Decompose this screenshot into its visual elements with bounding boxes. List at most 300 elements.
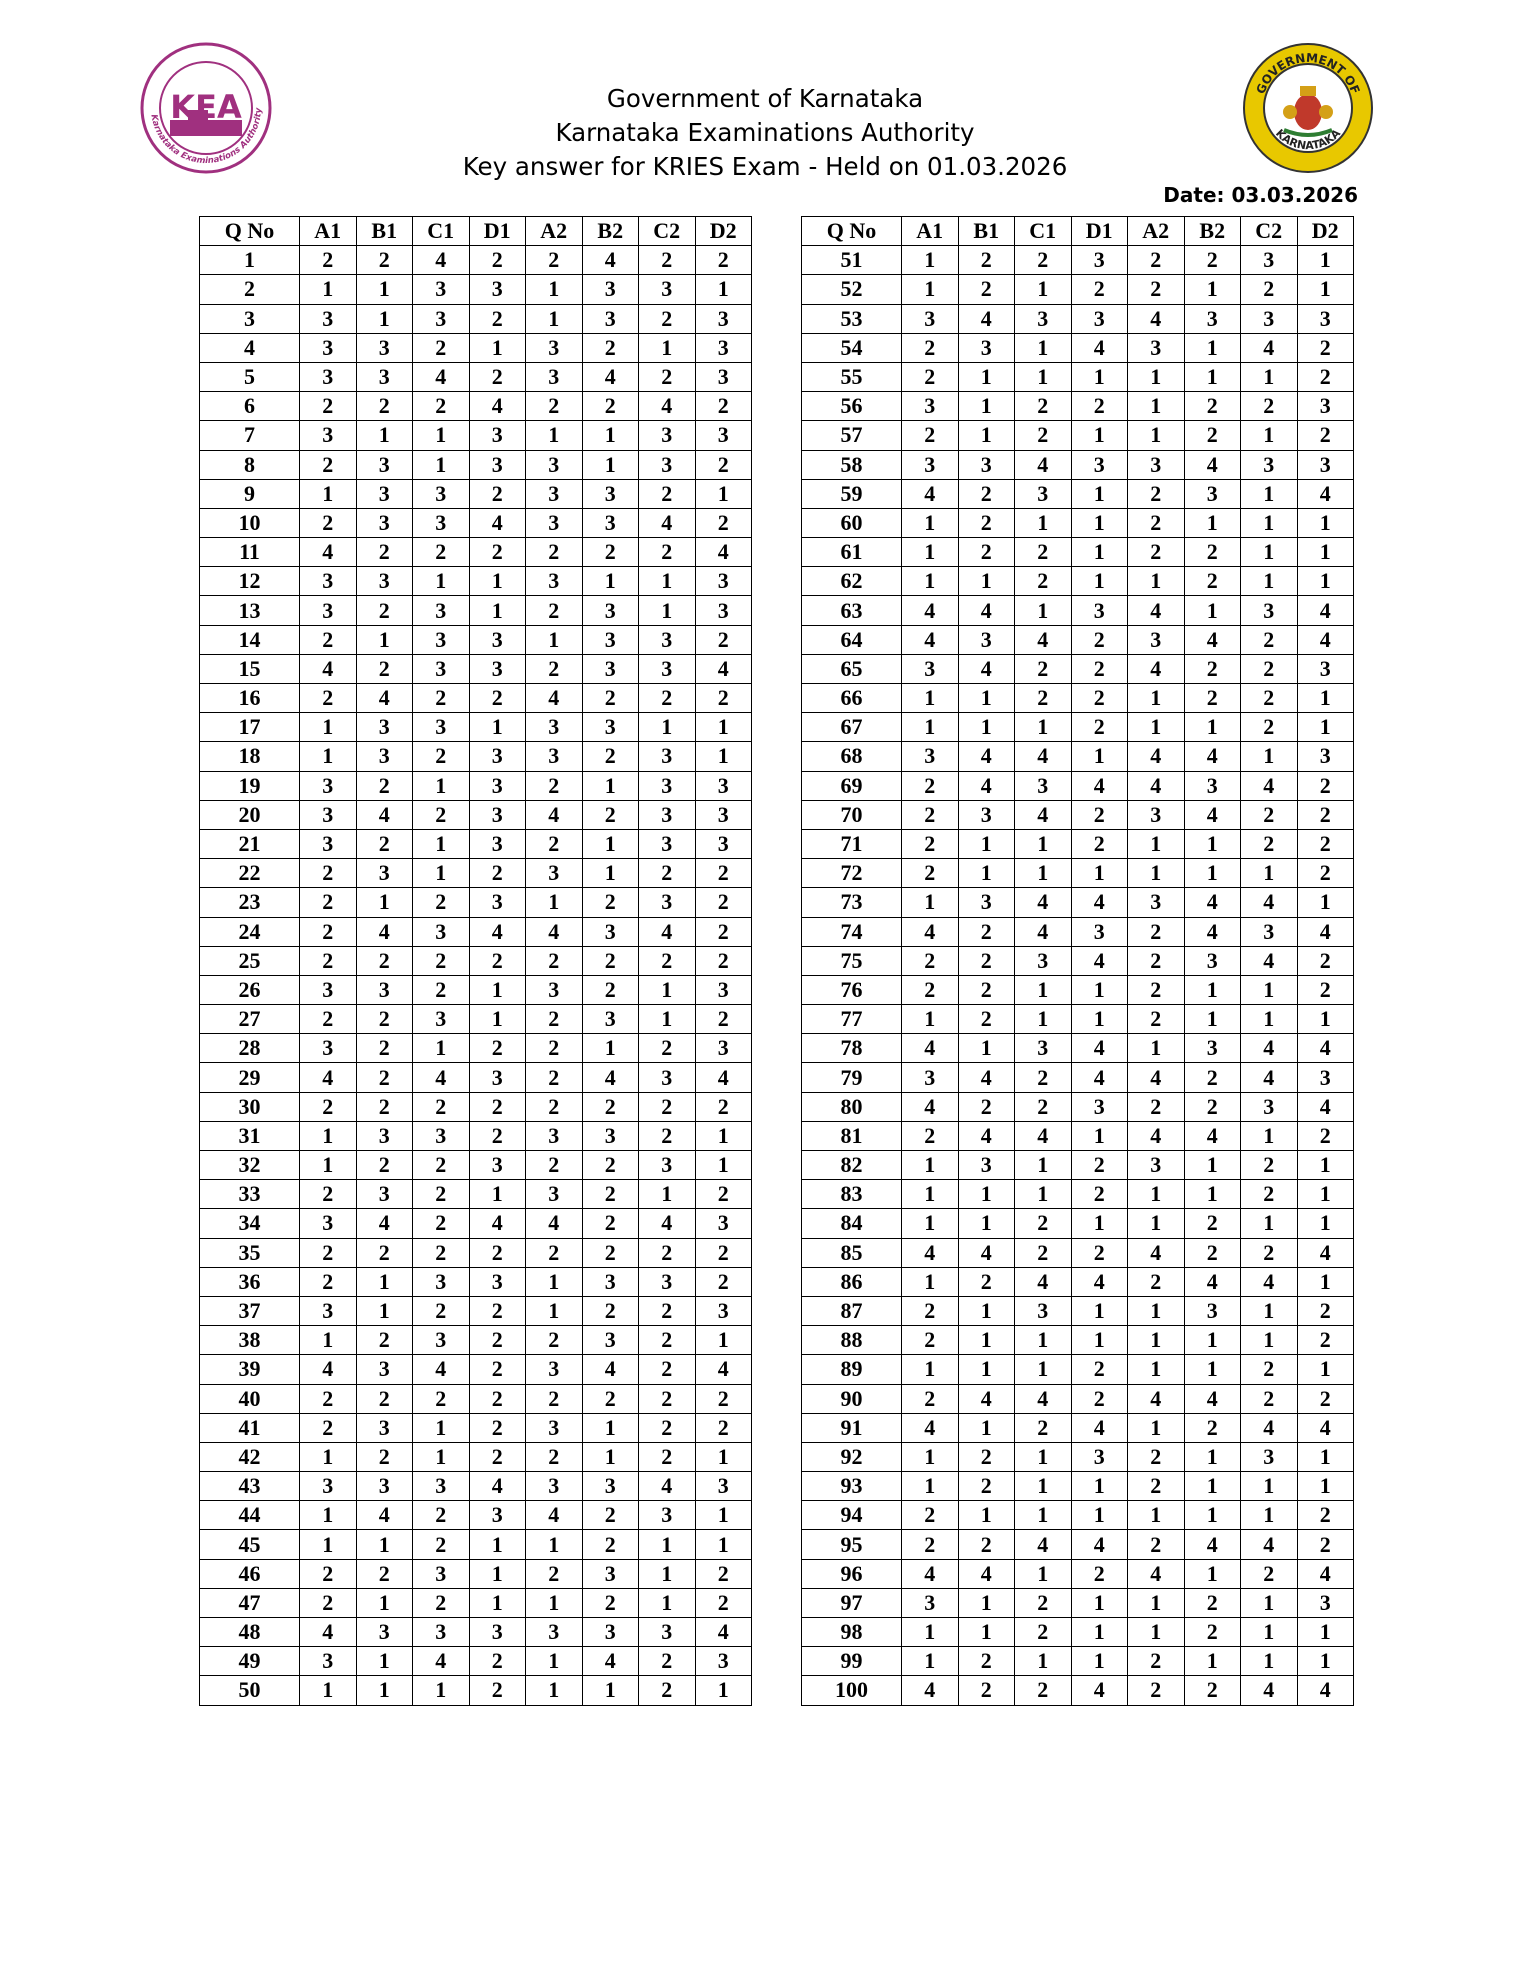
question-number-cell: 85	[802, 1238, 902, 1267]
table-row	[802, 1559, 1354, 1588]
answer-cell: 2	[1241, 654, 1298, 683]
answer-cell: 3	[300, 771, 357, 800]
question-number-cell: 54	[802, 333, 902, 362]
answer-cell: 1	[1241, 859, 1298, 888]
answer-cell: 2	[639, 538, 696, 567]
answer-cell: 1	[958, 1326, 1015, 1355]
answer-cell: 1	[902, 508, 959, 537]
answer-cell: 2	[639, 1121, 696, 1150]
answer-cell: 1	[1015, 333, 1072, 362]
answer-cell: 1	[1128, 392, 1185, 421]
answer-cell: 1	[1071, 1121, 1128, 1150]
answer-cell: 3	[300, 800, 357, 829]
answer-cell: 1	[526, 1267, 583, 1296]
table-row	[802, 1326, 1354, 1355]
table-row	[200, 975, 752, 1004]
answer-cell: 1	[300, 275, 357, 304]
table-row	[802, 946, 1354, 975]
answer-cell: 2	[1128, 246, 1185, 275]
column-header: A2	[526, 217, 583, 246]
question-number-cell: 64	[802, 625, 902, 654]
answer-cell: 2	[1184, 246, 1241, 275]
answer-cell: 4	[1071, 1676, 1128, 1705]
answer-cell: 3	[526, 1472, 583, 1501]
question-number-cell: 53	[802, 304, 902, 333]
answer-cell: 2	[469, 1034, 526, 1063]
answer-cell: 4	[958, 1121, 1015, 1150]
answer-cell: 2	[356, 392, 413, 421]
question-number-cell: 1	[200, 246, 300, 275]
question-number-cell: 69	[802, 771, 902, 800]
answer-cell: 3	[1015, 479, 1072, 508]
question-number-cell: 81	[802, 1121, 902, 1150]
answer-cell: 3	[902, 450, 959, 479]
answer-cell: 3	[356, 975, 413, 1004]
answer-cell: 1	[902, 684, 959, 713]
answer-cell: 1	[413, 1676, 470, 1705]
answer-cell: 2	[469, 1092, 526, 1121]
question-number-cell: 66	[802, 684, 902, 713]
answer-cell: 4	[1128, 596, 1185, 625]
answer-cell: 2	[902, 362, 959, 391]
table-row	[802, 1355, 1354, 1384]
answer-cell: 2	[413, 684, 470, 713]
answer-cell: 1	[958, 1296, 1015, 1325]
answer-cell: 4	[902, 1676, 959, 1705]
answer-cell: 1	[1184, 1355, 1241, 1384]
answer-cell: 4	[958, 596, 1015, 625]
answer-cell: 4	[695, 1355, 752, 1384]
answer-cell: 2	[1184, 1092, 1241, 1121]
answer-cell: 4	[1071, 333, 1128, 362]
answer-cell: 3	[695, 567, 752, 596]
answer-cell: 2	[469, 1121, 526, 1150]
answer-cell: 4	[1241, 1267, 1298, 1296]
table-row	[200, 333, 752, 362]
question-number-cell: 58	[802, 450, 902, 479]
answer-cell: 3	[356, 1121, 413, 1150]
answer-cell: 1	[1071, 975, 1128, 1004]
table-row	[200, 450, 752, 479]
question-number-cell: 32	[200, 1151, 300, 1180]
answer-cell: 1	[958, 1355, 1015, 1384]
table-row	[802, 1063, 1354, 1092]
answer-cell: 1	[1241, 538, 1298, 567]
answer-cell: 2	[300, 1092, 357, 1121]
answer-cell: 1	[1297, 508, 1354, 537]
answer-cell: 4	[1015, 1267, 1072, 1296]
table-row	[200, 1676, 752, 1705]
answer-cell: 2	[582, 888, 639, 917]
answer-cell: 1	[526, 304, 583, 333]
answer-cell: 2	[356, 1559, 413, 1588]
answer-cell: 3	[413, 713, 470, 742]
answer-cell: 2	[582, 333, 639, 362]
answer-cell: 3	[526, 362, 583, 391]
answer-cell: 4	[1184, 1121, 1241, 1150]
answer-cell: 1	[582, 567, 639, 596]
answer-cell: 3	[526, 1413, 583, 1442]
answer-cell: 2	[1184, 1063, 1241, 1092]
answer-cell: 4	[526, 1501, 583, 1530]
answer-cell: 1	[902, 1209, 959, 1238]
emblem-bottom-text: KARNATAKA	[1273, 126, 1343, 153]
answer-cell: 1	[1015, 1647, 1072, 1676]
answer-cell: 3	[1241, 917, 1298, 946]
answer-cell: 1	[1071, 859, 1128, 888]
answer-key-table-left	[199, 216, 752, 1706]
table-row	[200, 917, 752, 946]
answer-cell: 2	[1241, 1238, 1298, 1267]
answer-cell: 3	[300, 1472, 357, 1501]
table-row	[802, 246, 1354, 275]
answer-cell: 2	[958, 1442, 1015, 1471]
table-row	[802, 1676, 1354, 1705]
answer-cell: 1	[582, 1413, 639, 1442]
answer-cell: 2	[695, 946, 752, 975]
answer-cell: 2	[902, 1384, 959, 1413]
answer-cell: 1	[1297, 1005, 1354, 1034]
answer-cell: 1	[1015, 362, 1072, 391]
answer-cell: 1	[1128, 859, 1185, 888]
answer-cell: 2	[1071, 829, 1128, 858]
answer-cell: 3	[1184, 304, 1241, 333]
column-header: A1	[300, 217, 357, 246]
answer-cell: 3	[582, 917, 639, 946]
answer-cell: 2	[1128, 1676, 1185, 1705]
table-row	[200, 567, 752, 596]
answer-cell: 1	[695, 1151, 752, 1180]
answer-cell: 2	[1128, 1005, 1185, 1034]
answer-cell: 4	[1071, 1034, 1128, 1063]
question-number-cell: 48	[200, 1618, 300, 1647]
answer-cell: 3	[526, 742, 583, 771]
answer-cell: 1	[1071, 479, 1128, 508]
answer-cell: 2	[1241, 625, 1298, 654]
question-number-cell: 71	[802, 829, 902, 858]
answer-cell: 3	[582, 1267, 639, 1296]
answer-cell: 3	[413, 1121, 470, 1150]
question-number-cell: 37	[200, 1296, 300, 1325]
answer-cell: 4	[300, 538, 357, 567]
answer-cell: 4	[1015, 800, 1072, 829]
answer-cell: 2	[1297, 333, 1354, 362]
answer-cell: 1	[1241, 1326, 1298, 1355]
answer-cell: 1	[1184, 1472, 1241, 1501]
answer-cell: 1	[413, 859, 470, 888]
answer-cell: 2	[526, 1151, 583, 1180]
answer-cell: 4	[902, 596, 959, 625]
answer-cell: 1	[902, 1355, 959, 1384]
answer-cell: 3	[695, 1472, 752, 1501]
answer-cell: 2	[526, 1034, 583, 1063]
column-header: C1	[1015, 217, 1072, 246]
question-number-cell: 45	[200, 1530, 300, 1559]
answer-cell: 2	[902, 1530, 959, 1559]
question-number-cell: 11	[200, 538, 300, 567]
answer-cell: 3	[902, 1588, 959, 1617]
answer-cell: 3	[356, 1618, 413, 1647]
question-number-cell: 91	[802, 1413, 902, 1442]
table-row	[200, 1180, 752, 1209]
answer-cell: 1	[1128, 362, 1185, 391]
answer-cell: 2	[300, 625, 357, 654]
table-row	[200, 1588, 752, 1617]
table-row	[802, 275, 1354, 304]
answer-cell: 1	[1071, 538, 1128, 567]
table-row	[200, 1092, 752, 1121]
table-row	[200, 888, 752, 917]
answer-cell: 1	[1184, 829, 1241, 858]
answer-cell: 4	[902, 1413, 959, 1442]
question-number-cell: 73	[802, 888, 902, 917]
answer-cell: 1	[413, 1034, 470, 1063]
answer-cell: 2	[582, 1384, 639, 1413]
answer-cell: 2	[469, 246, 526, 275]
answer-key-table-right	[801, 216, 1354, 1706]
answer-cell: 1	[526, 625, 583, 654]
question-number-cell: 95	[802, 1530, 902, 1559]
answer-cell: 1	[958, 567, 1015, 596]
answer-cell: 3	[582, 508, 639, 537]
answer-cell: 4	[1184, 917, 1241, 946]
table-row	[802, 625, 1354, 654]
answer-cell: 4	[1241, 888, 1298, 917]
table-row	[200, 1647, 752, 1676]
answer-cell: 4	[413, 1647, 470, 1676]
question-number-cell: 72	[802, 859, 902, 888]
answer-cell: 3	[1128, 625, 1185, 654]
answer-cell: 1	[413, 450, 470, 479]
answer-cell: 1	[639, 1005, 696, 1034]
answer-cell: 2	[1015, 1676, 1072, 1705]
answer-cell: 2	[469, 362, 526, 391]
column-header: C2	[1241, 217, 1298, 246]
question-number-cell: 70	[802, 800, 902, 829]
answer-cell: 2	[469, 1442, 526, 1471]
answer-cell: 3	[469, 742, 526, 771]
table-row	[200, 1238, 752, 1267]
answer-cell: 2	[356, 1442, 413, 1471]
answer-cell: 2	[1184, 1676, 1241, 1705]
answer-cell: 1	[356, 1267, 413, 1296]
answer-cell: 1	[356, 625, 413, 654]
answer-cell: 4	[958, 304, 1015, 333]
answer-cell: 1	[902, 1005, 959, 1034]
answer-cell: 1	[1297, 1151, 1354, 1180]
answer-cell: 3	[356, 742, 413, 771]
answer-cell: 4	[1128, 742, 1185, 771]
answer-cell: 1	[356, 1296, 413, 1325]
answer-cell: 2	[1241, 713, 1298, 742]
answer-cell: 1	[695, 1530, 752, 1559]
answer-cell: 2	[300, 392, 357, 421]
answer-cell: 2	[958, 275, 1015, 304]
answer-cell: 2	[639, 304, 696, 333]
answer-cell: 1	[639, 975, 696, 1004]
answer-cell: 1	[1184, 859, 1241, 888]
answer-cell: 4	[958, 1559, 1015, 1588]
answer-cell: 2	[695, 625, 752, 654]
answer-cell: 2	[526, 1559, 583, 1588]
answer-cell: 3	[356, 362, 413, 391]
answer-cell: 2	[1297, 946, 1354, 975]
question-number-cell: 3	[200, 304, 300, 333]
answer-cell: 2	[695, 1238, 752, 1267]
answer-cell: 4	[1128, 1238, 1185, 1267]
answer-cell: 2	[958, 1005, 1015, 1034]
answer-cell: 4	[356, 684, 413, 713]
answer-cell: 1	[639, 713, 696, 742]
answer-cell: 1	[469, 1530, 526, 1559]
answer-cell: 1	[1184, 508, 1241, 537]
answer-cell: 2	[902, 975, 959, 1004]
answer-cell: 2	[413, 1180, 470, 1209]
question-number-cell: 59	[802, 479, 902, 508]
answer-cell: 2	[526, 1238, 583, 1267]
answer-cell: 2	[695, 246, 752, 275]
answer-cell: 4	[469, 392, 526, 421]
answer-cell: 3	[958, 1151, 1015, 1180]
answer-cell: 2	[582, 538, 639, 567]
answer-cell: 4	[1128, 1384, 1185, 1413]
answer-cell: 3	[582, 596, 639, 625]
table-row	[802, 771, 1354, 800]
answer-cell: 1	[902, 1267, 959, 1296]
answer-cell: 2	[469, 1384, 526, 1413]
answer-cell: 3	[1184, 1034, 1241, 1063]
answer-cell: 1	[469, 1559, 526, 1588]
question-number-cell: 33	[200, 1180, 300, 1209]
answer-cell: 2	[639, 1442, 696, 1471]
answer-cell: 1	[413, 771, 470, 800]
table-row	[802, 1384, 1354, 1413]
answer-cell: 3	[356, 333, 413, 362]
answer-cell: 1	[1015, 596, 1072, 625]
answer-cell: 1	[526, 1530, 583, 1559]
answer-cell: 3	[300, 1034, 357, 1063]
question-number-cell: 41	[200, 1413, 300, 1442]
answer-cell: 2	[695, 508, 752, 537]
answer-cell: 3	[639, 771, 696, 800]
answer-cell: 1	[1184, 1180, 1241, 1209]
answer-cell: 1	[695, 1326, 752, 1355]
answer-cell: 2	[695, 1384, 752, 1413]
answer-cell: 2	[413, 1238, 470, 1267]
answer-cell: 1	[958, 1501, 1015, 1530]
answer-cell: 4	[639, 392, 696, 421]
answer-cell: 1	[1184, 1005, 1241, 1034]
answer-cell: 2	[695, 1413, 752, 1442]
answer-cell: 4	[582, 362, 639, 391]
column-header: C2	[639, 217, 696, 246]
table-row	[802, 333, 1354, 362]
answer-cell: 4	[1297, 1238, 1354, 1267]
table-row	[802, 1501, 1354, 1530]
question-number-cell: 87	[802, 1296, 902, 1325]
answer-cell: 2	[958, 1530, 1015, 1559]
answer-cell: 1	[1015, 1501, 1072, 1530]
answer-cell: 4	[1015, 1530, 1072, 1559]
answer-cell: 1	[300, 1501, 357, 1530]
answer-cell: 2	[1071, 1559, 1128, 1588]
answer-cell: 2	[582, 1530, 639, 1559]
answer-cell: 3	[469, 450, 526, 479]
answer-cell: 1	[1241, 1005, 1298, 1034]
answer-cell: 3	[695, 1296, 752, 1325]
table-row	[802, 1209, 1354, 1238]
answer-cell: 4	[582, 1063, 639, 1092]
answer-cell: 3	[413, 508, 470, 537]
answer-cell: 1	[1071, 1588, 1128, 1617]
answer-cell: 3	[582, 1005, 639, 1034]
question-number-cell: 15	[200, 654, 300, 683]
table-row	[802, 742, 1354, 771]
answer-cell: 2	[958, 538, 1015, 567]
question-number-cell: 7	[200, 421, 300, 450]
answer-cell: 1	[1015, 275, 1072, 304]
question-number-cell: 18	[200, 742, 300, 771]
answer-cell: 1	[958, 1618, 1015, 1647]
table-row	[802, 362, 1354, 391]
answer-cell: 3	[582, 275, 639, 304]
answer-cell: 2	[902, 800, 959, 829]
answer-cell: 4	[1015, 888, 1072, 917]
answer-cell: 2	[469, 946, 526, 975]
answer-cell: 2	[469, 479, 526, 508]
answer-cell: 3	[300, 596, 357, 625]
answer-cell: 4	[1241, 946, 1298, 975]
answer-cell: 2	[1128, 538, 1185, 567]
answer-cell: 2	[413, 1209, 470, 1238]
question-number-cell: 12	[200, 567, 300, 596]
answer-cell: 2	[1184, 1209, 1241, 1238]
answer-cell: 2	[958, 1092, 1015, 1121]
answer-cell: 2	[1015, 538, 1072, 567]
answer-cell: 1	[413, 567, 470, 596]
answer-cell: 2	[1297, 1326, 1354, 1355]
answer-cell: 1	[300, 742, 357, 771]
answer-cell: 3	[356, 450, 413, 479]
answer-cell: 2	[1015, 1238, 1072, 1267]
answer-cell: 2	[1015, 1618, 1072, 1647]
answer-cell: 1	[1128, 1209, 1185, 1238]
table-row	[802, 450, 1354, 479]
question-number-cell: 99	[802, 1647, 902, 1676]
answer-cell: 2	[1297, 362, 1354, 391]
answer-cell: 2	[1071, 392, 1128, 421]
answer-cell: 4	[958, 1063, 1015, 1092]
answer-cell: 4	[1241, 1034, 1298, 1063]
answer-cell: 3	[526, 508, 583, 537]
answer-cell: 4	[1071, 1267, 1128, 1296]
answer-cell: 1	[1297, 1355, 1354, 1384]
answer-cell: 2	[902, 421, 959, 450]
answer-cell: 2	[469, 304, 526, 333]
answer-cell: 3	[413, 1472, 470, 1501]
answer-cell: 1	[695, 1676, 752, 1705]
question-number-cell: 2	[200, 275, 300, 304]
question-number-cell: 36	[200, 1267, 300, 1296]
answer-cell: 1	[1128, 829, 1185, 858]
answer-cell: 2	[526, 392, 583, 421]
column-header: B1	[356, 217, 413, 246]
answer-cell: 4	[1184, 1530, 1241, 1559]
answer-cell: 4	[1015, 1121, 1072, 1150]
question-number-cell: 42	[200, 1442, 300, 1471]
answer-cell: 2	[958, 917, 1015, 946]
answer-cell: 4	[902, 917, 959, 946]
